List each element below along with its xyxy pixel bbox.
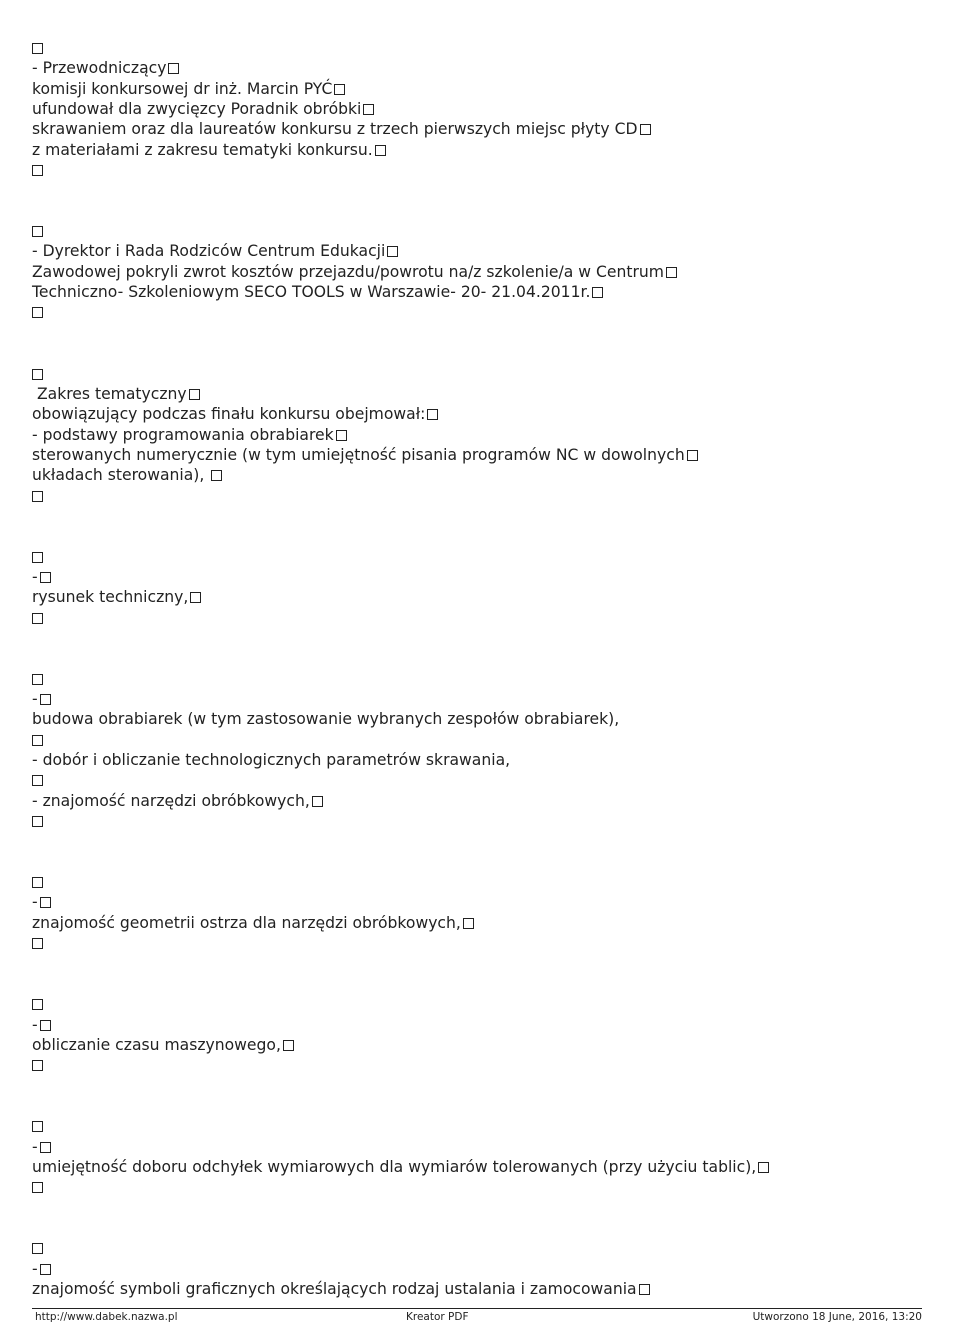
text-line <box>32 1055 932 1075</box>
text-line <box>32 1157 932 1177</box>
text-line <box>32 465 932 485</box>
missing-glyph-icon <box>40 572 51 583</box>
line-text: budowa obrabiarek (w tym zastosowanie wybranych zespołów obrabiarek), <box>32 710 620 729</box>
line-text: Zakres tematyczny <box>32 384 187 403</box>
text-line <box>32 140 932 160</box>
line-text: komisji konkursowej dr inż. Marcin PYĆ <box>32 79 333 98</box>
text-line <box>32 1218 932 1238</box>
text-line <box>32 1015 932 1035</box>
line-text: - <box>32 893 38 912</box>
missing-glyph-icon <box>687 450 698 461</box>
text-line <box>32 486 932 506</box>
line-text: Techniczno- Szkoleniowym SECO TOOLS w Warszawie- 20- 21.04.2011r. <box>32 283 591 302</box>
text-line <box>32 567 932 587</box>
line-text: sterowanych numerycznie (w tym umiejętność pisania programów NC w dowolnych <box>32 445 685 464</box>
missing-glyph-icon <box>40 1142 51 1153</box>
text-line <box>32 913 932 933</box>
line-text: układach sterowania), <box>32 466 210 485</box>
text-line <box>32 689 932 709</box>
missing-glyph-icon <box>32 674 43 685</box>
line-text: - podstawy programowania obrabiarek <box>32 425 334 444</box>
missing-glyph-icon <box>32 1121 43 1132</box>
text-line <box>32 709 932 729</box>
line-text: - <box>32 1137 38 1156</box>
missing-glyph-icon <box>32 1243 43 1254</box>
text-line <box>32 1137 932 1157</box>
text-line <box>32 892 932 912</box>
missing-glyph-icon <box>32 1182 43 1193</box>
text-line <box>32 872 932 892</box>
missing-glyph-icon <box>334 84 345 95</box>
footer-generator: Kreator PDF <box>406 1311 469 1323</box>
missing-glyph-icon <box>32 938 43 949</box>
text-line <box>32 1035 932 1055</box>
text-line <box>32 79 932 99</box>
missing-glyph-icon <box>32 43 43 54</box>
text-line <box>32 221 932 241</box>
text-line <box>32 1279 932 1299</box>
text-line <box>32 547 932 567</box>
text-line <box>32 160 932 180</box>
missing-glyph-icon <box>758 1162 769 1173</box>
missing-glyph-icon <box>32 877 43 888</box>
line-text: - znajomość narzędzi obróbkowych, <box>32 791 310 810</box>
text-line <box>32 201 932 221</box>
text-line <box>32 1076 932 1096</box>
text-line <box>32 384 932 404</box>
missing-glyph-icon <box>32 226 43 237</box>
text-line <box>32 343 932 363</box>
missing-glyph-icon <box>592 287 603 298</box>
text-line <box>32 994 932 1014</box>
text-line <box>32 282 932 302</box>
line-text: z materiałami z zakresu tematyki konkursu. <box>32 140 373 159</box>
missing-glyph-icon <box>32 1060 43 1071</box>
missing-glyph-icon <box>463 918 474 929</box>
text-line <box>32 241 932 261</box>
text-line <box>32 648 932 668</box>
text-line <box>32 1259 932 1279</box>
text-line <box>32 831 932 851</box>
line-text: obliczanie czasu maszynowego, <box>32 1035 281 1054</box>
line-text: umiejętność doboru odchyłek wymiarowych dla wymiarów tolerowanych (przy użyciu tablic), <box>32 1157 757 1176</box>
line-text: ufundował dla zwycięzcy Poradnik obróbki <box>32 100 362 119</box>
missing-glyph-icon <box>363 104 374 115</box>
text-line <box>32 791 932 811</box>
text-line <box>32 404 932 424</box>
text-line <box>32 506 932 526</box>
missing-glyph-icon <box>40 1020 51 1031</box>
text-line <box>32 608 932 628</box>
line-text: obowiązujący podczas finału konkursu obejmował: <box>32 405 426 424</box>
text-line <box>32 99 932 119</box>
line-text: Zawodowej pokryli zwrot kosztów przejazdu/powrotu na/z szkolenie/a w Centrum <box>32 262 664 281</box>
text-line <box>32 750 932 770</box>
text-line <box>32 119 932 139</box>
text-line <box>32 38 932 58</box>
missing-glyph-icon <box>40 897 51 908</box>
footer-created-date: Utworzono 18 June, 2016, 13:20 <box>752 1311 922 1323</box>
line-text: znajomość geometrii ostrza dla narzędzi obróbkowych, <box>32 913 461 932</box>
text-line <box>32 933 932 953</box>
text-line <box>32 262 932 282</box>
line-text: - Przewodniczący <box>32 59 167 78</box>
document-body <box>32 38 932 1299</box>
text-line <box>32 364 932 384</box>
missing-glyph-icon <box>211 470 222 481</box>
line-text: - dobór i obliczanie technologicznych parametrów skrawania, <box>32 751 511 770</box>
text-line <box>32 587 932 607</box>
text-line <box>32 953 932 973</box>
missing-glyph-icon <box>32 816 43 827</box>
missing-glyph-icon <box>32 999 43 1010</box>
missing-glyph-icon <box>283 1040 294 1051</box>
missing-glyph-icon <box>32 552 43 563</box>
text-line <box>32 1238 932 1258</box>
text-line <box>32 1096 932 1116</box>
missing-glyph-icon <box>40 694 51 705</box>
text-line <box>32 425 932 445</box>
missing-glyph-icon <box>639 1284 650 1295</box>
missing-glyph-icon <box>666 267 677 278</box>
missing-glyph-icon <box>190 592 201 603</box>
missing-glyph-icon <box>32 613 43 624</box>
missing-glyph-icon <box>32 775 43 786</box>
missing-glyph-icon <box>32 491 43 502</box>
missing-glyph-icon <box>375 145 386 156</box>
text-line <box>32 770 932 790</box>
text-line <box>32 180 932 200</box>
text-line <box>32 852 932 872</box>
line-text: - <box>32 1015 38 1034</box>
missing-glyph-icon <box>168 63 179 74</box>
missing-glyph-icon <box>40 1264 51 1275</box>
missing-glyph-icon <box>189 389 200 400</box>
text-line <box>32 1177 932 1197</box>
line-text: - Dyrektor i Rada Rodziców Centrum Edukacji <box>32 242 386 261</box>
line-text: znajomość symboli graficznych określających rodzaj ustalania i zamocowania <box>32 1279 637 1298</box>
text-line <box>32 58 932 78</box>
text-line <box>32 302 932 322</box>
text-line <box>32 526 932 546</box>
missing-glyph-icon <box>640 124 651 135</box>
text-line <box>32 445 932 465</box>
text-line <box>32 730 932 750</box>
page-footer <box>32 1308 922 1326</box>
missing-glyph-icon <box>312 796 323 807</box>
line-text: rysunek techniczny, <box>32 588 189 607</box>
line-text: skrawaniem oraz dla laureatów konkursu z trzech pierwszych miejsc płyty CD <box>32 120 638 139</box>
missing-glyph-icon <box>32 369 43 380</box>
footer-url[interactable]: http://www.dabek.nazwa.pl <box>35 1311 178 1323</box>
missing-glyph-icon <box>32 307 43 318</box>
line-text: - <box>32 690 38 708</box>
line-text: - <box>32 1259 38 1278</box>
missing-glyph-icon <box>32 165 43 176</box>
text-line <box>32 1198 932 1218</box>
line-text: - <box>32 567 38 586</box>
missing-glyph-icon <box>427 409 438 420</box>
text-line <box>32 628 932 648</box>
missing-glyph-icon <box>336 430 347 441</box>
text-line <box>32 323 932 343</box>
missing-glyph-icon <box>387 246 398 257</box>
text-line <box>32 1116 932 1136</box>
text-line <box>32 974 932 994</box>
missing-glyph-icon <box>32 735 43 746</box>
text-line <box>32 811 932 831</box>
text-line <box>32 669 932 689</box>
